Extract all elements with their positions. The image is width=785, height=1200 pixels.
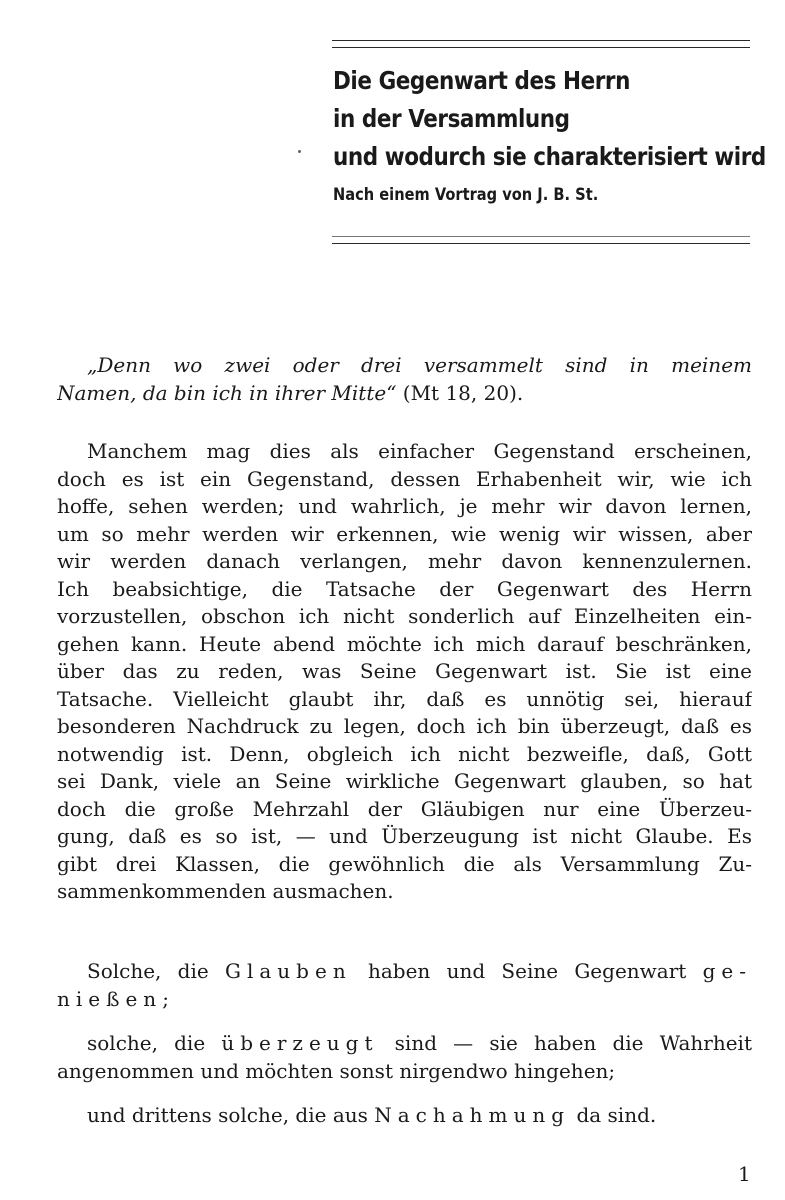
top-rule-1 [332,40,750,41]
heading-block [333,62,773,210]
p2-text: Solche, die [87,959,225,983]
p3-line-1 [57,1030,752,1058]
quote-reference: (Mt 18, 20). [396,380,524,405]
p3-text: sind — sie haben die Wahrheit [378,1031,752,1055]
p3-text: solche, die [87,1031,222,1055]
p3-emphasis: überzeugt [221,1031,379,1055]
p1-line: gibt drei Klassen, die gewöhnlich die als Versammlung Zu- [57,851,752,876]
p1-line: vorzustellen, obschon ich nicht sonderlich auf Einzelheiten ein- [57,604,752,628]
p1-line: doch es ist ein Gegenstand, dessen Erhabenheit wir, wie ich [57,466,752,491]
p1-line: um so mehr werden wir erkennen, wie wenig wir wissen, aber [57,521,752,546]
p4-text: und drittens solche, die aus [87,1103,375,1127]
page-number: 1 [738,1162,751,1186]
p4-emphasis: Nachahmung [374,1103,571,1127]
p1-line: Tatsache. Vielleicht glaubt ihr, daß es unnötig sei, hierauf [57,686,752,711]
p1-line: hoffe, sehen werden; und wahrlich, je mehr wir davon lernen, [57,494,752,518]
quote-line-1: „Denn wo zwei oder drei versammelt sind in meinem [87,353,752,377]
p2-emphasis: ge- [702,959,752,983]
title-line-2: in der Versammlung [333,104,570,133]
paragraph-3 [57,1030,752,1085]
p2-line-2: nießen; [57,986,175,1011]
p1-line: über das zu reden, was Seine Gegenwart ist. Sie ist eine [57,659,752,683]
quote-text: Namen, da bin ich in ihrer Mitte“ [57,380,397,405]
speck [298,150,301,153]
p1-line: gehen kann. Heute abend möchte ich mich darauf beschränken, [57,631,752,656]
bottom-rule-1 [332,236,750,237]
subtitle: Nach einem Vortrag von J. B. St. [333,185,599,205]
paragraph-1 [57,438,752,906]
p2-line-1 [57,958,752,986]
p1-line: Ich beabsichtige, die Tatsache der Gegenwart des Herrn [57,576,752,601]
p2-text: haben und Seine Gegenwart [351,959,703,983]
quote [57,352,752,407]
p1-line: sammenkommenden ausmachen. [57,879,394,903]
paragraph-2 [57,958,752,1013]
p1-line: doch die große Mehrzahl der Gläubigen nur eine Überzeu- [57,796,752,821]
p1-line: sei Dank, viele an Seine wirkliche Gegenwart glauben, so hat [57,769,752,793]
p3-line-2: angenommen und möchten sonst nirgendwo hingehen; [57,1058,616,1083]
p1-line: notwendig ist. Denn, obgleich ich nicht bezweifle, daß, Gott [57,741,752,766]
title-line-1: Die Gegenwart des Herrn [333,66,630,95]
title-line-3: und wodurch sie charakterisiert wird [333,142,766,171]
bottom-rule-2 [332,243,750,244]
p1-line: gung, daß es so ist, — und Überzeugung ist nicht Glaube. Es [57,824,752,848]
p1-line: besonderen Nachdruck zu legen, doch ich bin überzeugt, daß es [57,714,752,738]
paragraph-4 [57,1102,752,1130]
quote-line-2 [57,380,752,408]
top-rule-2 [332,47,750,48]
p4-line-1 [57,1102,752,1130]
p4-text: da sind. [570,1103,657,1127]
p2-emphasis: Glauben [225,959,352,983]
p1-line: Manchem mag dies als einfacher Gegenstand erscheinen, [87,439,752,463]
p1-line: wir werden danach verlangen, mehr davon kennenzulernen. [57,549,752,573]
